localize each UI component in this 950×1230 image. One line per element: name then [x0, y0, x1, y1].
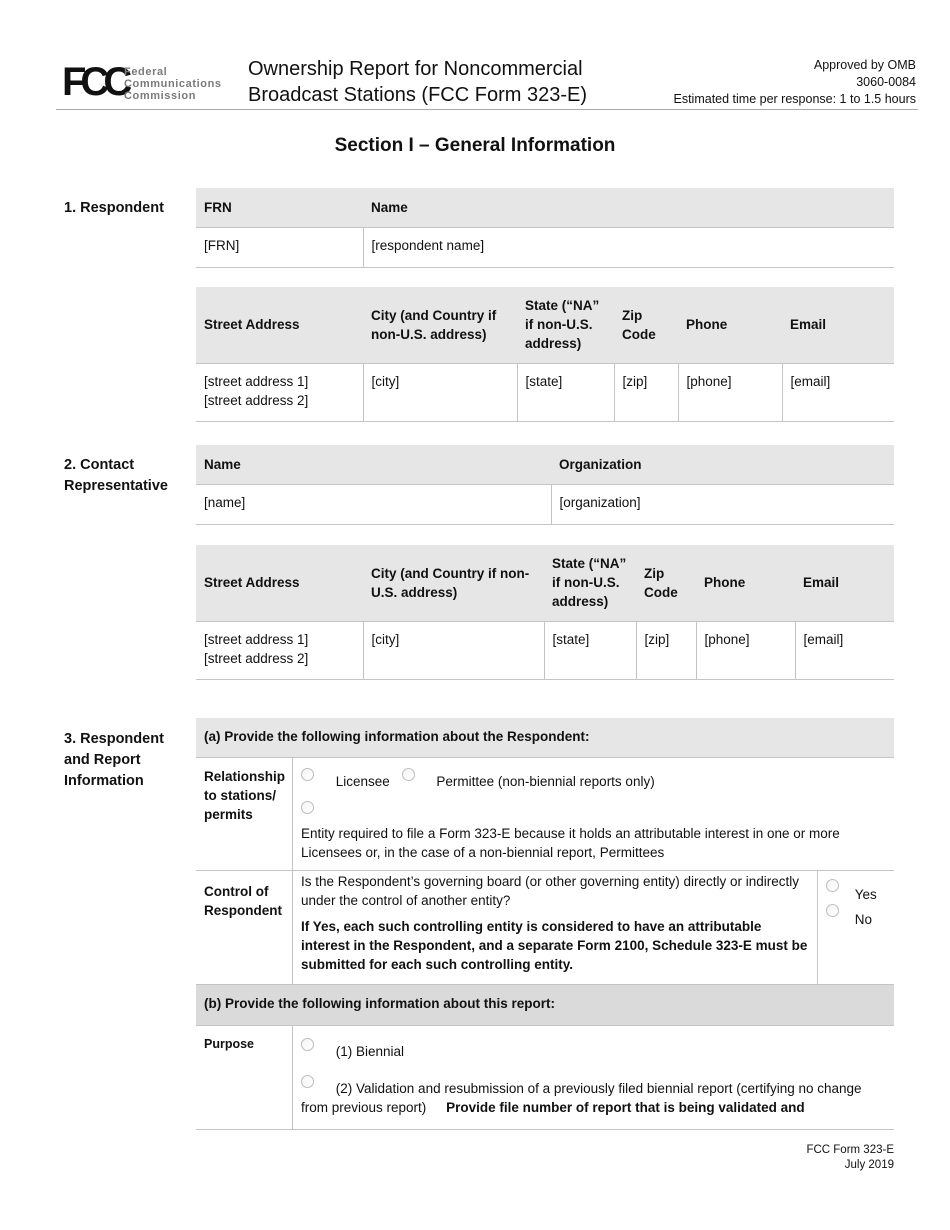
- relationship-label: Relationship to stations/ permits: [196, 758, 293, 870]
- logo-line: Commission: [124, 90, 197, 102]
- section-title: Section I – General Information: [334, 135, 616, 156]
- logo-line: Federal: [124, 66, 168, 78]
- organization-header: Organization: [551, 445, 894, 484]
- fcc-logo: [62, 60, 232, 104]
- phone-field[interactable]: [phone]: [696, 621, 795, 679]
- control-no-radio[interactable]: [826, 904, 839, 917]
- city-field[interactable]: [city]: [363, 363, 517, 421]
- estimated-time: Estimated time per response: 1 to 1.5 hours: [673, 92, 916, 106]
- contact-name-header: Name: [196, 445, 551, 484]
- contact-section-label: [64, 455, 168, 497]
- state-field[interactable]: [state]: [544, 621, 636, 679]
- relationship-row: [196, 758, 894, 871]
- validation-label: (2) Validation and resubmission of a previously filed biennial report (certifying no change from previous report): [301, 1081, 862, 1115]
- phone-header: Phone: [678, 287, 782, 363]
- omb-number: 3060-0084: [856, 75, 916, 89]
- entity-radio[interactable]: [301, 801, 314, 814]
- label-line: 2. Contact: [64, 457, 135, 473]
- email-header: Email: [782, 287, 894, 363]
- street-address-2: [street address 2]: [204, 392, 309, 408]
- control-label: Control of Respondent: [196, 871, 293, 984]
- email-field[interactable]: [email]: [782, 363, 894, 421]
- email-header: Email: [795, 545, 894, 621]
- title-line: Broadcast Stations (FCC Form 323-E): [248, 84, 587, 106]
- title-line: Ownership Report for Noncommercial: [248, 58, 583, 80]
- control-question: Is the Respondent’s governing board (or other governing entity) directly or indirectly under the control of another entity?: [301, 874, 800, 908]
- zip-header: Zip Code: [614, 287, 678, 363]
- street-address-field[interactable]: [196, 363, 363, 421]
- zip-field[interactable]: [zip]: [614, 363, 678, 421]
- street-header: Street Address: [196, 287, 363, 363]
- purpose-row: [196, 1026, 894, 1130]
- permittee-label: Permittee (non-biennial reports only): [436, 774, 655, 789]
- omb-line: Approved by OMB: [813, 58, 916, 72]
- control-yes-radio[interactable]: [826, 879, 839, 892]
- form-number: FCC Form 323-E: [806, 1144, 894, 1156]
- zip-header: Zip Code: [636, 545, 696, 621]
- city-header: City (and Country if non-U.S. address): [363, 545, 544, 621]
- form-date: July 2019: [844, 1159, 894, 1171]
- validation-instruction: Provide file number of report that is being validated and: [446, 1100, 805, 1115]
- state-field[interactable]: [state]: [517, 363, 614, 421]
- respondent-section-label: 1. Respondent: [64, 200, 164, 216]
- zip-field[interactable]: [zip]: [636, 621, 696, 679]
- phone-header: Phone: [696, 545, 795, 621]
- control-row: [196, 871, 894, 985]
- street-header: Street Address: [196, 545, 363, 621]
- street-address-1: [street address 1]: [204, 631, 309, 647]
- street-address-1: [street address 1]: [204, 373, 309, 389]
- licensee-radio[interactable]: [301, 768, 314, 781]
- validation-radio[interactable]: [301, 1075, 314, 1088]
- omb-info: [674, 57, 917, 108]
- label-line: and Report: [64, 752, 141, 768]
- part-a-heading: (a) Provide the following information about the Respondent:: [196, 718, 894, 758]
- no-label: No: [854, 912, 873, 927]
- fcc-logo-mark: FCC: [62, 60, 127, 104]
- frn-field[interactable]: [FRN]: [196, 227, 363, 267]
- label-line: 3. Respondent: [64, 731, 164, 747]
- state-header: State (“NA” if non-U.S. address): [517, 287, 614, 363]
- street-address-2: [street address 2]: [204, 650, 309, 666]
- purpose-label: Purpose: [196, 1026, 293, 1129]
- report-info-section-label: [64, 729, 164, 792]
- page-header: [56, 54, 918, 110]
- biennial-radio[interactable]: [301, 1038, 314, 1051]
- page-footer: [806, 1143, 894, 1173]
- email-field[interactable]: [email]: [795, 621, 894, 679]
- state-header: State (“NA” if non-U.S. address): [544, 545, 636, 621]
- respondent-id-table: [196, 188, 894, 268]
- licensee-label: Licensee: [335, 774, 390, 789]
- part-b-heading: (b) Provide the following information about this report:: [196, 985, 894, 1026]
- name-header: Name: [363, 188, 894, 227]
- control-note: If Yes, each such controlling entity is considered to have an attributable interest in the Respondent, and a separate Form 2100, Schedule 323-E must be submitted for each such controlling entity.: [301, 919, 808, 972]
- phone-field[interactable]: [phone]: [678, 363, 782, 421]
- logo-line: Communications: [124, 78, 222, 90]
- label-line: Information: [64, 773, 144, 789]
- label-line: Representative: [64, 478, 168, 494]
- respondent-address-table: [196, 287, 894, 422]
- biennial-label: (1) Biennial: [335, 1044, 405, 1059]
- yes-label: Yes: [854, 887, 877, 902]
- permittee-radio[interactable]: [402, 768, 415, 781]
- respondent-name-field[interactable]: [respondent name]: [363, 227, 894, 267]
- form-title: [248, 56, 587, 108]
- organization-field[interactable]: [organization]: [551, 484, 894, 524]
- report-info-table: [196, 718, 894, 1130]
- contact-id-table: [196, 445, 894, 525]
- contact-name-field[interactable]: [name]: [196, 484, 551, 524]
- frn-header: FRN: [196, 188, 363, 227]
- city-field[interactable]: [city]: [363, 621, 544, 679]
- street-address-field[interactable]: [196, 621, 363, 679]
- fcc-logo-text: [124, 66, 222, 102]
- city-header: City (and Country if non-U.S. address): [363, 287, 517, 363]
- contact-address-table: [196, 545, 894, 680]
- entity-label: Entity required to file a Form 323-E because it holds an attributable interest in one or more Licensees or, in the case of a non-biennial report, Permittees: [301, 826, 840, 860]
